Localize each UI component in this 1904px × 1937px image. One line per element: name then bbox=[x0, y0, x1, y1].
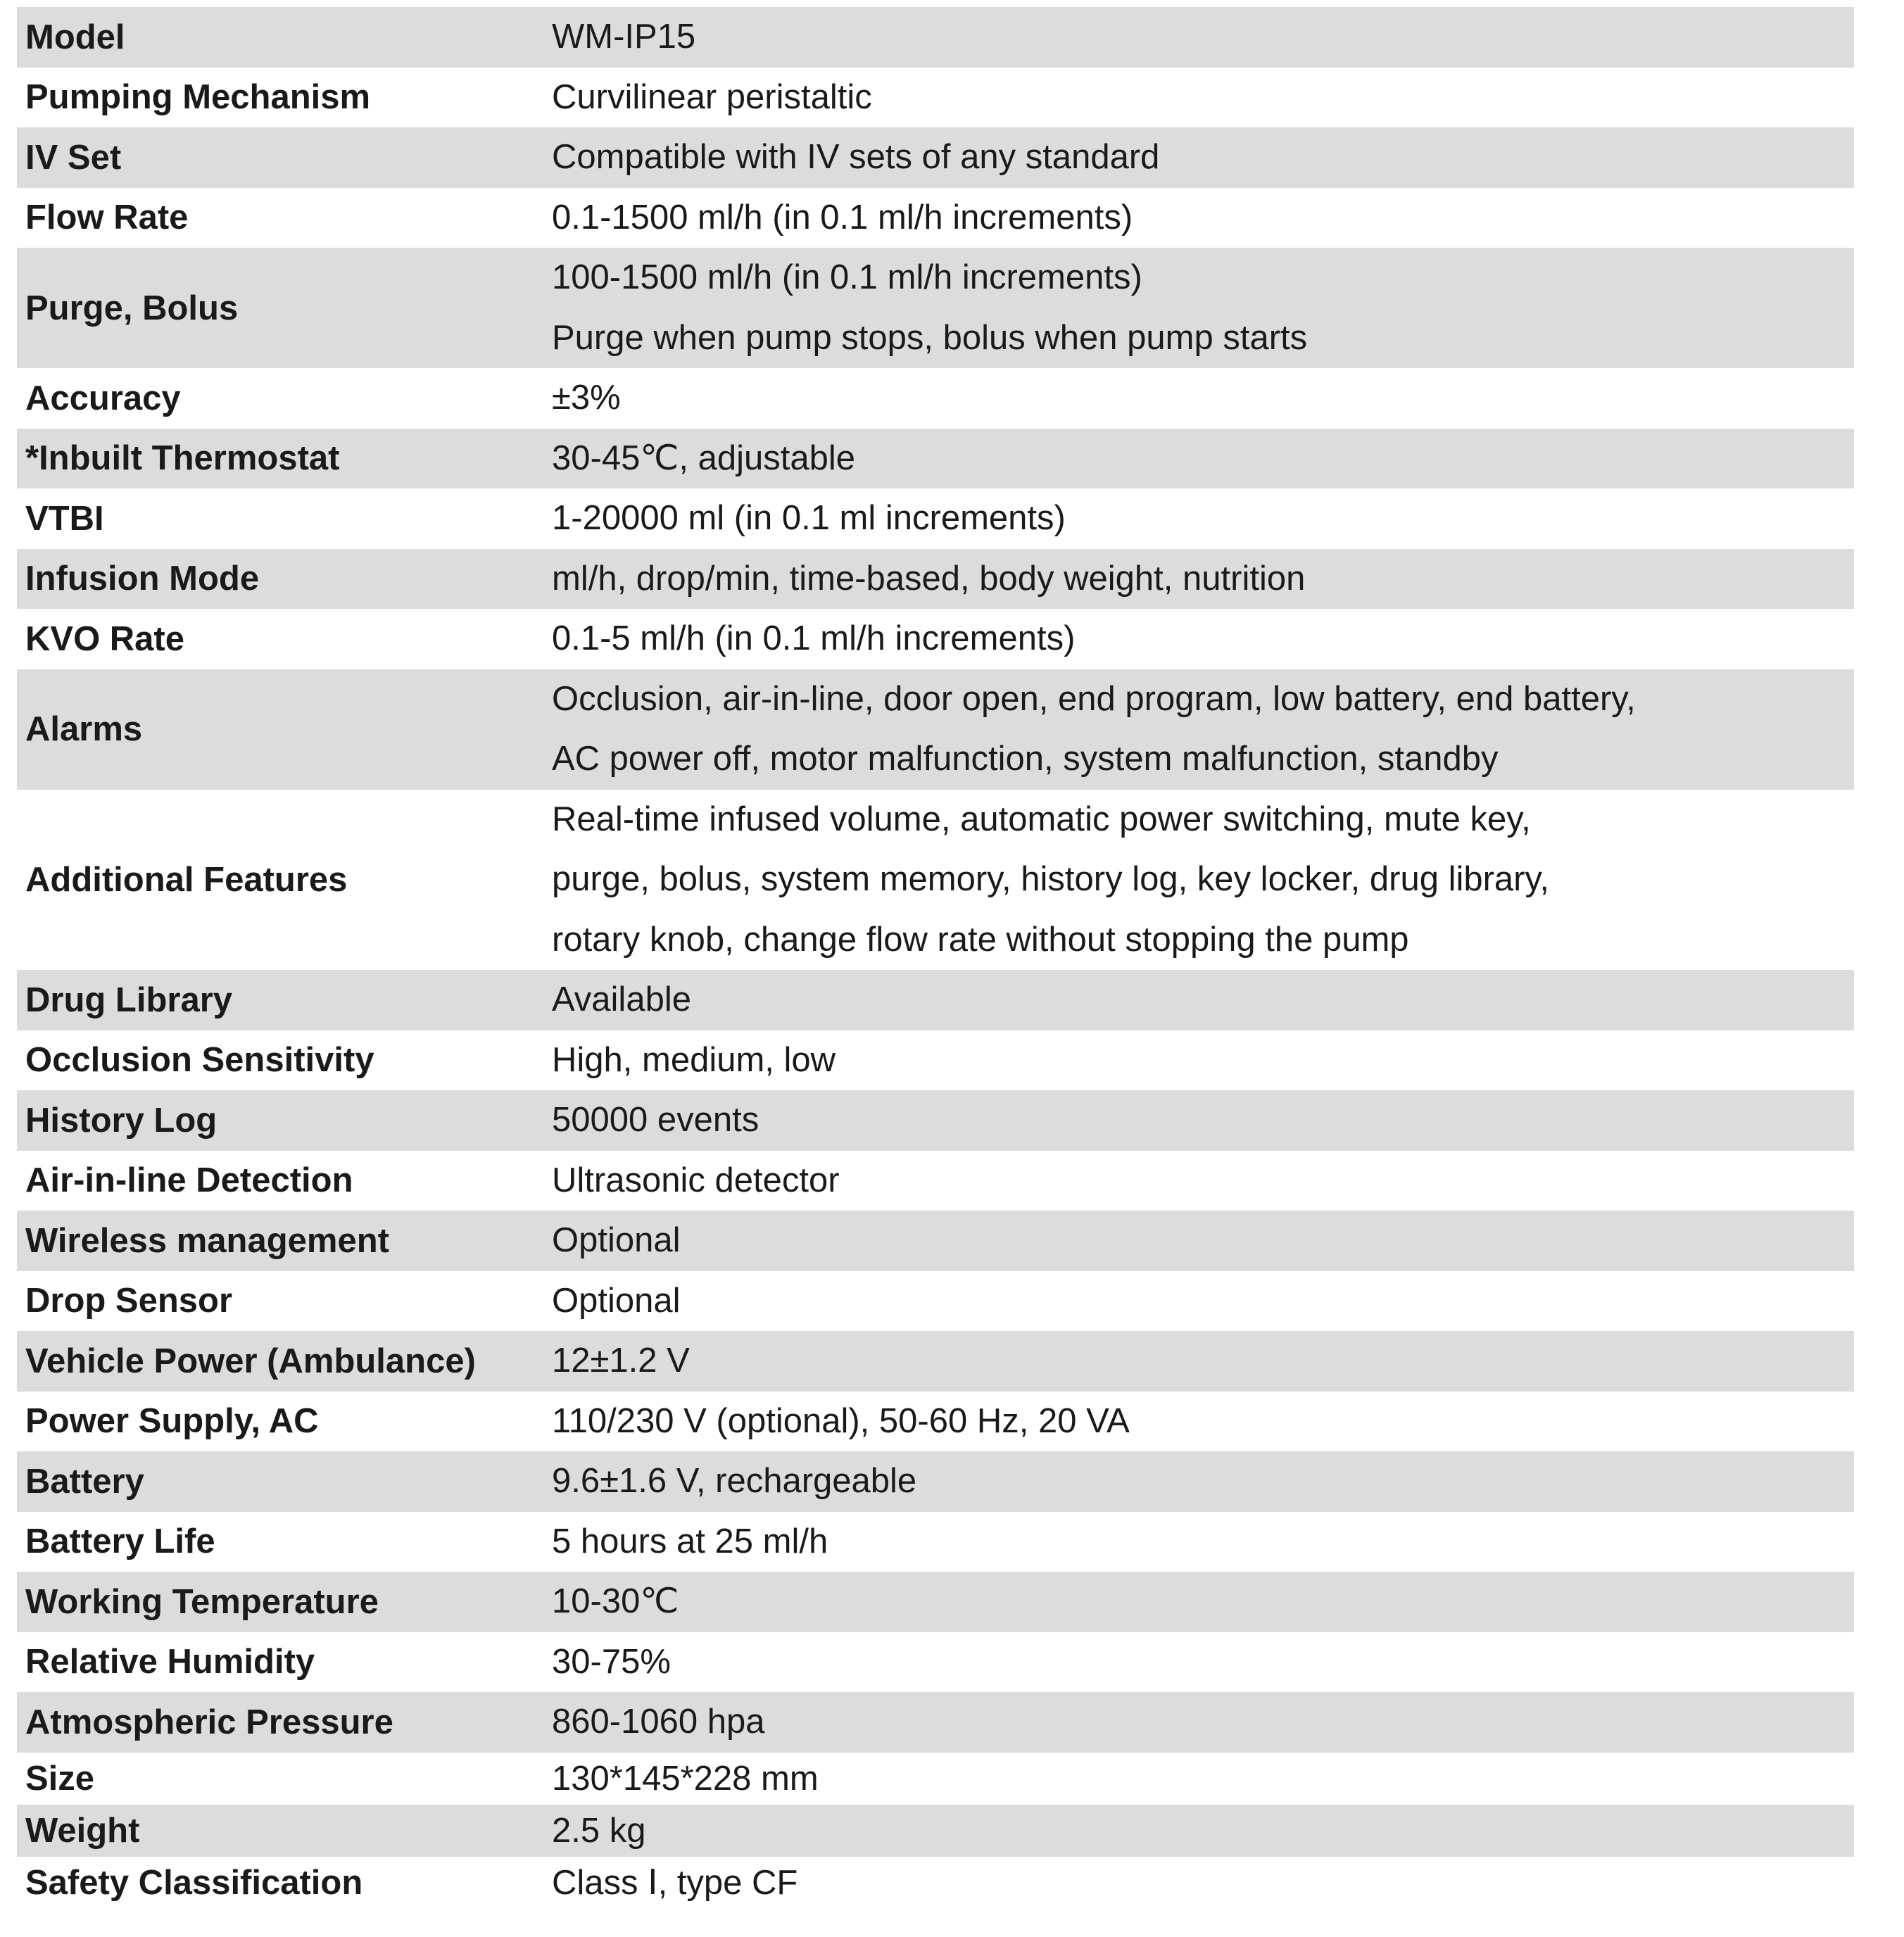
spec-label: Drop Sensor bbox=[25, 1282, 233, 1320]
spec-row bbox=[17, 1392, 1854, 1452]
spec-label: Additional Features bbox=[25, 860, 348, 899]
spec-row bbox=[17, 1030, 1854, 1091]
spec-value-line: High, medium, low bbox=[552, 1040, 836, 1079]
spec-value bbox=[552, 127, 1854, 188]
spec-label: Wireless management bbox=[25, 1221, 389, 1260]
spec-row bbox=[17, 1857, 1854, 1909]
spec-row bbox=[17, 1805, 1854, 1857]
spec-value-line: AC power off, motor malfunction, system malfunction, standby bbox=[552, 740, 1499, 778]
spec-value bbox=[552, 1572, 1854, 1632]
spec-value-line: WM-IP15 bbox=[552, 18, 696, 56]
spec-value bbox=[552, 1331, 1854, 1392]
spec-value bbox=[552, 549, 1854, 610]
spec-value bbox=[552, 368, 1854, 429]
spec-label: Weight bbox=[25, 1811, 140, 1850]
spec-value bbox=[552, 1857, 1854, 1909]
spec-value bbox=[552, 1632, 1854, 1693]
spec-value bbox=[552, 790, 1854, 971]
spec-value-line: 0.1-5 ml/h (in 0.1 ml/h increments) bbox=[552, 619, 1076, 657]
spec-row bbox=[17, 669, 1854, 790]
spec-value-line: Purge when pump stops, bolus when pump starts bbox=[552, 318, 1308, 357]
spec-label: Occlusion Sensitivity bbox=[25, 1041, 374, 1080]
spec-value bbox=[552, 1692, 1854, 1753]
spec-value-line: Curvilinear peristaltic bbox=[552, 77, 872, 116]
spec-value bbox=[552, 248, 1854, 368]
spec-value-line: ±3% bbox=[552, 379, 621, 417]
spec-label: Alarms bbox=[25, 710, 143, 748]
spec-label: Atmospheric Pressure bbox=[25, 1703, 393, 1741]
spec-label: Size bbox=[25, 1759, 95, 1798]
spec-value-line: 860-1060 hpa bbox=[552, 1703, 765, 1741]
spec-row bbox=[17, 488, 1854, 549]
spec-value-line: Optional bbox=[552, 1281, 681, 1320]
spec-label: IV Set bbox=[25, 138, 122, 177]
spec-row bbox=[17, 1692, 1854, 1753]
spec-value bbox=[552, 1090, 1854, 1151]
spec-label: Model bbox=[25, 18, 125, 56]
spec-label: Flow Rate bbox=[25, 198, 189, 237]
spec-value bbox=[552, 970, 1854, 1030]
spec-value-line: 1-20000 ml (in 0.1 ml increments) bbox=[552, 499, 1066, 537]
spec-value bbox=[552, 68, 1854, 128]
spec-value-line: 9.6±1.6 V, rechargeable bbox=[552, 1462, 917, 1500]
spec-row bbox=[17, 1331, 1854, 1392]
spec-value-line: 100-1500 ml/h (in 0.1 ml/h increments) bbox=[552, 258, 1142, 296]
spec-label: Working Temperature bbox=[25, 1582, 379, 1621]
spec-value bbox=[552, 669, 1854, 790]
spec-label: Infusion Mode bbox=[25, 560, 260, 598]
spec-label: *Inbuilt Thermostat bbox=[25, 439, 340, 478]
spec-label: Battery bbox=[25, 1462, 144, 1501]
spec-value bbox=[552, 1392, 1854, 1452]
spec-label: History Log bbox=[25, 1101, 217, 1140]
spec-row bbox=[17, 609, 1854, 669]
spec-value bbox=[552, 429, 1854, 489]
spec-value bbox=[552, 1151, 1854, 1211]
spec-row bbox=[17, 1271, 1854, 1332]
spec-row bbox=[17, 1090, 1854, 1151]
spec-row bbox=[17, 970, 1854, 1030]
spec-value bbox=[552, 1451, 1854, 1512]
spec-value-line: Occlusion, air-in-line, door open, end program, low battery, end battery, bbox=[552, 679, 1636, 718]
spec-row bbox=[17, 248, 1854, 368]
spec-row bbox=[17, 1151, 1854, 1211]
spec-label: Drug Library bbox=[25, 980, 233, 1019]
spec-value-line: Available bbox=[552, 980, 691, 1018]
spec-value-line: 130*145*228 mm bbox=[552, 1759, 819, 1798]
spec-value bbox=[552, 188, 1854, 248]
spec-value-line: 12±1.2 V bbox=[552, 1342, 690, 1380]
spec-value-line: 30-75% bbox=[552, 1642, 671, 1681]
spec-value-line: 0.1-1500 ml/h (in 0.1 ml/h increments) bbox=[552, 198, 1133, 236]
spec-value-line: Compatible with IV sets of any standard bbox=[552, 138, 1160, 176]
spec-value-line: ml/h, drop/min, time-based, body weight, nutrition bbox=[552, 559, 1306, 598]
spec-value bbox=[552, 1753, 1854, 1805]
spec-label: Air-in-line Detection bbox=[25, 1161, 353, 1200]
spec-value-line: 5 hours at 25 ml/h bbox=[552, 1522, 828, 1560]
spec-row bbox=[17, 188, 1854, 248]
spec-value-line: rotary knob, change flow rate without stopping the pump bbox=[552, 920, 1409, 959]
spec-row bbox=[17, 68, 1854, 128]
spec-row bbox=[17, 790, 1854, 971]
spec-row bbox=[17, 1451, 1854, 1512]
spec-value-line: 50000 events bbox=[552, 1101, 759, 1139]
spec-row bbox=[17, 7, 1854, 68]
spec-row bbox=[17, 1572, 1854, 1632]
spec-label: Vehicle Power (Ambulance) bbox=[25, 1342, 476, 1380]
spec-row bbox=[17, 549, 1854, 610]
spec-value-line: 10-30℃ bbox=[552, 1582, 679, 1620]
spec-value bbox=[552, 1030, 1854, 1091]
spec-label: VTBI bbox=[25, 499, 104, 538]
spec-row bbox=[17, 1211, 1854, 1271]
spec-label: Battery Life bbox=[25, 1522, 215, 1561]
spec-value bbox=[552, 1805, 1854, 1857]
spec-value-line: 2.5 kg bbox=[552, 1811, 646, 1850]
spec-value-line: 30-45℃, adjustable bbox=[552, 438, 855, 477]
spec-value-line: 110/230 V (optional), 50-60 Hz, 20 VA bbox=[552, 1401, 1130, 1440]
spec-value-line: Ultrasonic detector bbox=[552, 1161, 840, 1199]
spec-label: Pumping Mechanism bbox=[25, 78, 371, 117]
spec-value bbox=[552, 488, 1854, 549]
spec-value-line: Real-time infused volume, automatic power switching, mute key, bbox=[552, 800, 1531, 838]
spec-value-line: Class Ⅰ, type CF bbox=[552, 1863, 798, 1902]
spec-value bbox=[552, 1211, 1854, 1271]
spec-row bbox=[17, 368, 1854, 429]
spec-label: Purge, Bolus bbox=[25, 289, 239, 327]
spec-row bbox=[17, 1512, 1854, 1572]
spec-label: Power Supply, AC bbox=[25, 1402, 319, 1441]
spec-row bbox=[17, 429, 1854, 489]
spec-label: Relative Humidity bbox=[25, 1643, 315, 1682]
spec-row bbox=[17, 127, 1854, 188]
spec-value bbox=[552, 609, 1854, 669]
spec-value bbox=[552, 7, 1854, 68]
spec-value-line: Optional bbox=[552, 1221, 681, 1259]
spec-value-line: purge, bolus, system memory, history log, key locker, drug library, bbox=[552, 860, 1549, 898]
spec-label: Safety Classification bbox=[25, 1863, 363, 1902]
spec-label: KVO Rate bbox=[25, 619, 185, 658]
spec-row bbox=[17, 1632, 1854, 1693]
spec-value bbox=[552, 1512, 1854, 1572]
spec-row bbox=[17, 1753, 1854, 1805]
spec-label: Accuracy bbox=[25, 379, 181, 417]
spec-table bbox=[17, 7, 1854, 1909]
spec-value bbox=[552, 1271, 1854, 1332]
